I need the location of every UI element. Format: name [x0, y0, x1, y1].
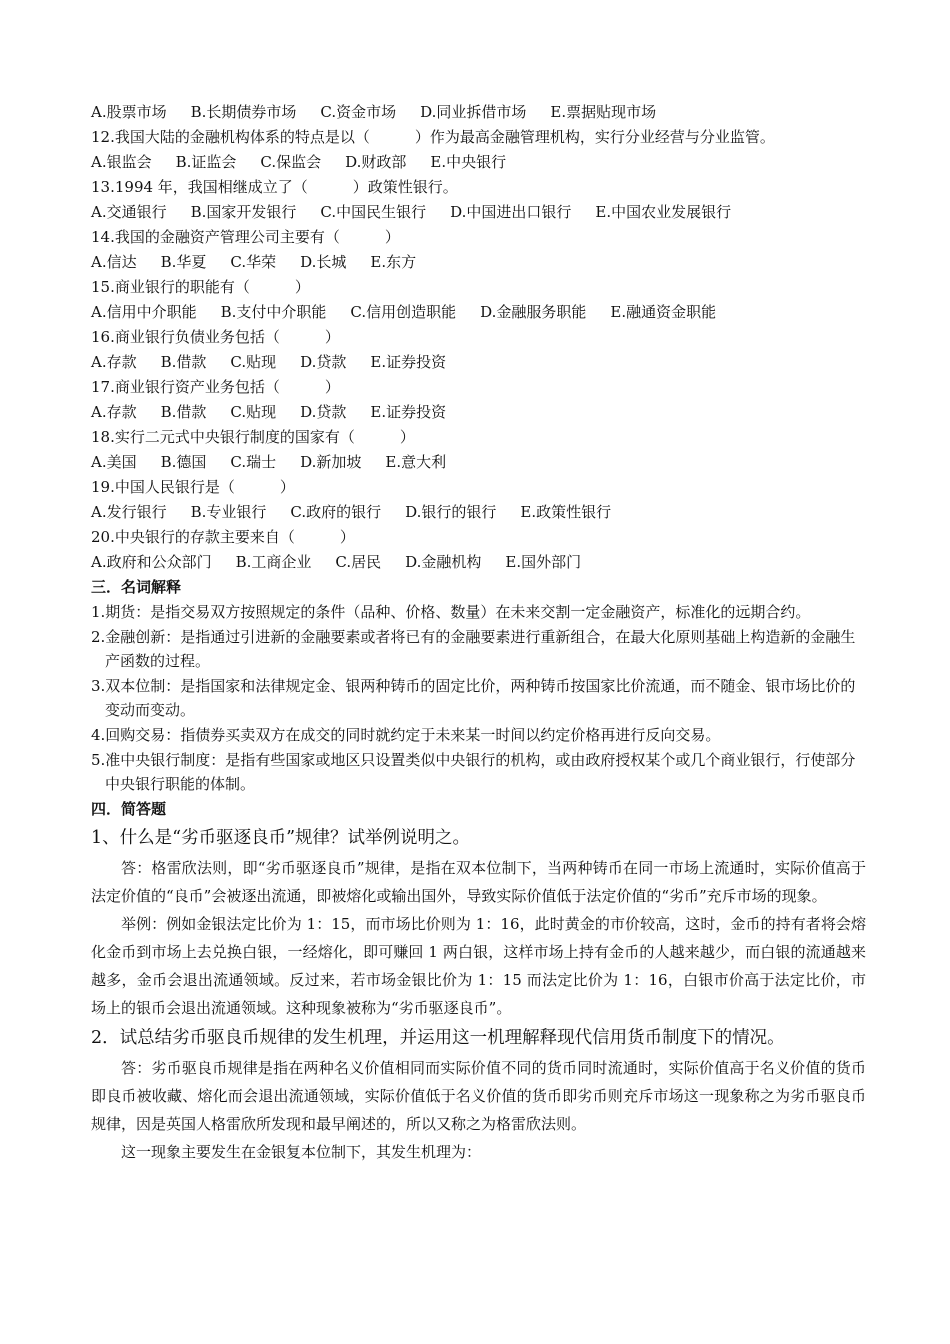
- option-item: B.德国: [160, 453, 207, 471]
- option-item: D.长城: [300, 253, 347, 271]
- options-row: [91, 250, 866, 275]
- option-item: D.贷款: [300, 353, 347, 371]
- option-item: A.银监会: [91, 153, 152, 171]
- option-item: D.中国进出口银行: [450, 203, 572, 221]
- option-item: A.存款: [91, 403, 137, 421]
- option-item: E.中央银行: [430, 153, 507, 171]
- option-item: C.政府的银行: [290, 503, 382, 521]
- term-definition: 4.回购交易：指债券买卖双方在成交的同时就约定于未来某一时间以约定价格再进行反向交易。: [91, 726, 721, 744]
- option-item: C.保监会: [260, 153, 322, 171]
- term-definition: 1.期货：是指交易双方按照规定的条件（品种、价格、数量）在未来交割一定金融资产，标准化的远期合约。: [91, 603, 811, 621]
- option-item: E.东方: [370, 253, 417, 271]
- option-item: E.意大利: [385, 453, 447, 471]
- option-item: B.工商企业: [235, 553, 312, 571]
- option-item: D.贷款: [300, 403, 347, 421]
- term-definition: 5.准中央银行制度：是指有些国家或地区只设置类似中央银行的机构，或由政府授权某个或几个商业银行，行使部分中央银行职能的体制。: [91, 751, 856, 793]
- option-item: A.股票市场: [91, 103, 167, 121]
- option-item: D.金融机构: [405, 553, 482, 571]
- option-item: A.信用中介职能: [91, 303, 197, 321]
- option-item: C.瑞士: [230, 453, 277, 471]
- option-item: B.长期债券市场: [190, 103, 297, 121]
- option-item: C.贴现: [230, 353, 277, 371]
- term-definition: 2.金融创新：是指通过引进新的金融要素或者将已有的金融要素进行重新组合，在最大化原则基础上构造新的金融生产函数的过程。: [91, 628, 856, 670]
- document-page: [91, 100, 866, 1166]
- option-item: B.证监会: [175, 153, 237, 171]
- question-stem: 16.商业银行负债业务包括（ ）: [91, 328, 340, 346]
- options-row: [91, 400, 866, 425]
- options-row: [91, 550, 866, 575]
- question-2-title: 2．试总结劣币驱良币规律的发生机理，并运用这一机理解释现代信用货币制度下的情况。: [91, 1028, 785, 1048]
- option-item: C.贴现: [230, 403, 277, 421]
- option-item: E.政策性银行: [520, 503, 612, 521]
- option-item: D.财政部: [345, 153, 407, 171]
- options-row: [91, 450, 866, 475]
- option-item: D.金融服务职能: [480, 303, 587, 321]
- question-2-continuation: 这一现象主要发生在金银复本位制下，其发生机理为：: [121, 1143, 482, 1161]
- question-2-answer: 答：劣币驱良币规律是指在两种名义价值相同而实际价值不同的货币同时流通时，实际价值高于名义价值的货币即良币被收藏、熔化而会退出流通领域，实际价值低于名义价值的货币即劣币则充斥市场这一现象称之为劣币驱良币规律，因是英国人格雷欣所发现和最早阐述的，所以又称之为格雷欣法则。: [91, 1059, 866, 1133]
- option-item: C.居民: [335, 553, 382, 571]
- option-item: A.存款: [91, 353, 137, 371]
- question-stem: 15.商业银行的职能有（ ）: [91, 278, 310, 296]
- option-item: B.华夏: [160, 253, 207, 271]
- option-item: E.证券投资: [370, 353, 447, 371]
- option-item: B.支付中介职能: [220, 303, 327, 321]
- option-item: E.国外部门: [505, 553, 582, 571]
- options-row: [91, 200, 866, 225]
- question-stem: 18.实行二元式中央银行制度的国家有（ ）: [91, 428, 415, 446]
- option-item: D.同业拆借市场: [420, 103, 527, 121]
- term-definition: 3.双本位制：是指国家和法律规定金、银两种铸币的固定比价，两种铸币按国家比价流通，而不随金、银市场比价的变动而变动。: [91, 677, 856, 719]
- options-row: [91, 150, 866, 175]
- question-1-answer: 答：格雷欣法则，即“劣币驱逐良币”规律，是指在双本位制下，当两种铸币在同一市场上流通时，实际价值高于法定价值的“良币”会被逐出流通，即被熔化或输出国外，导致实际价值低于法定价值的“劣币”充斥市场的现象。: [91, 859, 866, 905]
- question-stem: 19.中国人民银行是（ ）: [91, 478, 295, 496]
- section-3-title: 三．名词解释: [91, 578, 182, 596]
- option-item: D.银行的银行: [405, 503, 497, 521]
- question-stem: 13.1994 年，我国相继成立了（ ）政策性银行。: [91, 178, 458, 196]
- option-item: C.信用创造职能: [350, 303, 457, 321]
- question-1-example: 举例：例如金银法定比价为 1：15，而市场比价则为 1：16，此时黄金的市价较高，这时，金币的持有者将会熔化金币到市场上去兑换白银，一经熔化，即可赚回 1 两白银，这样市场上持有金币的人越来越少，而白银的流通越来越多，金币会退出流通领域。反过来，若市场金银比价为 1：15 而法定比价为 1：16，白银市价高于法定比价，市场上的银币会退出流通领域。这种现象被称为“劣币驱逐良币”。: [91, 915, 866, 1017]
- option-item: A.信达: [91, 253, 137, 271]
- question-stem: 12.我国大陆的金融机构体系的特点是以（ ）作为最高金融管理机构，实行分业经营与分业监管。: [91, 128, 775, 146]
- section-4-title: 四．简答题: [91, 800, 167, 818]
- option-item: B.借款: [160, 353, 207, 371]
- option-item: B.国家开发银行: [190, 203, 297, 221]
- options-row: [91, 350, 866, 375]
- option-item: B.借款: [160, 403, 207, 421]
- options-row: [91, 100, 866, 125]
- option-item: E.证券投资: [370, 403, 447, 421]
- question-stem: 17.商业银行资产业务包括（ ）: [91, 378, 340, 396]
- option-item: E.票据贴现市场: [550, 103, 657, 121]
- option-item: B.专业银行: [190, 503, 267, 521]
- question-1-title: 1、什么是“劣币驱逐良币”规律？试举例说明之。: [91, 828, 471, 848]
- option-item: D.新加坡: [300, 453, 362, 471]
- option-item: A.发行银行: [91, 503, 167, 521]
- option-item: A.政府和公众部门: [91, 553, 212, 571]
- option-item: E.融通资金职能: [610, 303, 717, 321]
- option-item: E.中国农业发展银行: [595, 203, 732, 221]
- option-item: C.资金市场: [320, 103, 397, 121]
- question-stem: 14.我国的金融资产管理公司主要有（ ）: [91, 228, 400, 246]
- option-item: A.交通银行: [91, 203, 167, 221]
- options-row: [91, 300, 866, 325]
- options-row: [91, 500, 866, 525]
- option-item: C.中国民生银行: [320, 203, 427, 221]
- multiple-choice-block: [91, 100, 866, 575]
- option-item: A.美国: [91, 453, 137, 471]
- question-stem: 20.中央银行的存款主要来自（ ）: [91, 528, 355, 546]
- option-item: C.华荣: [230, 253, 277, 271]
